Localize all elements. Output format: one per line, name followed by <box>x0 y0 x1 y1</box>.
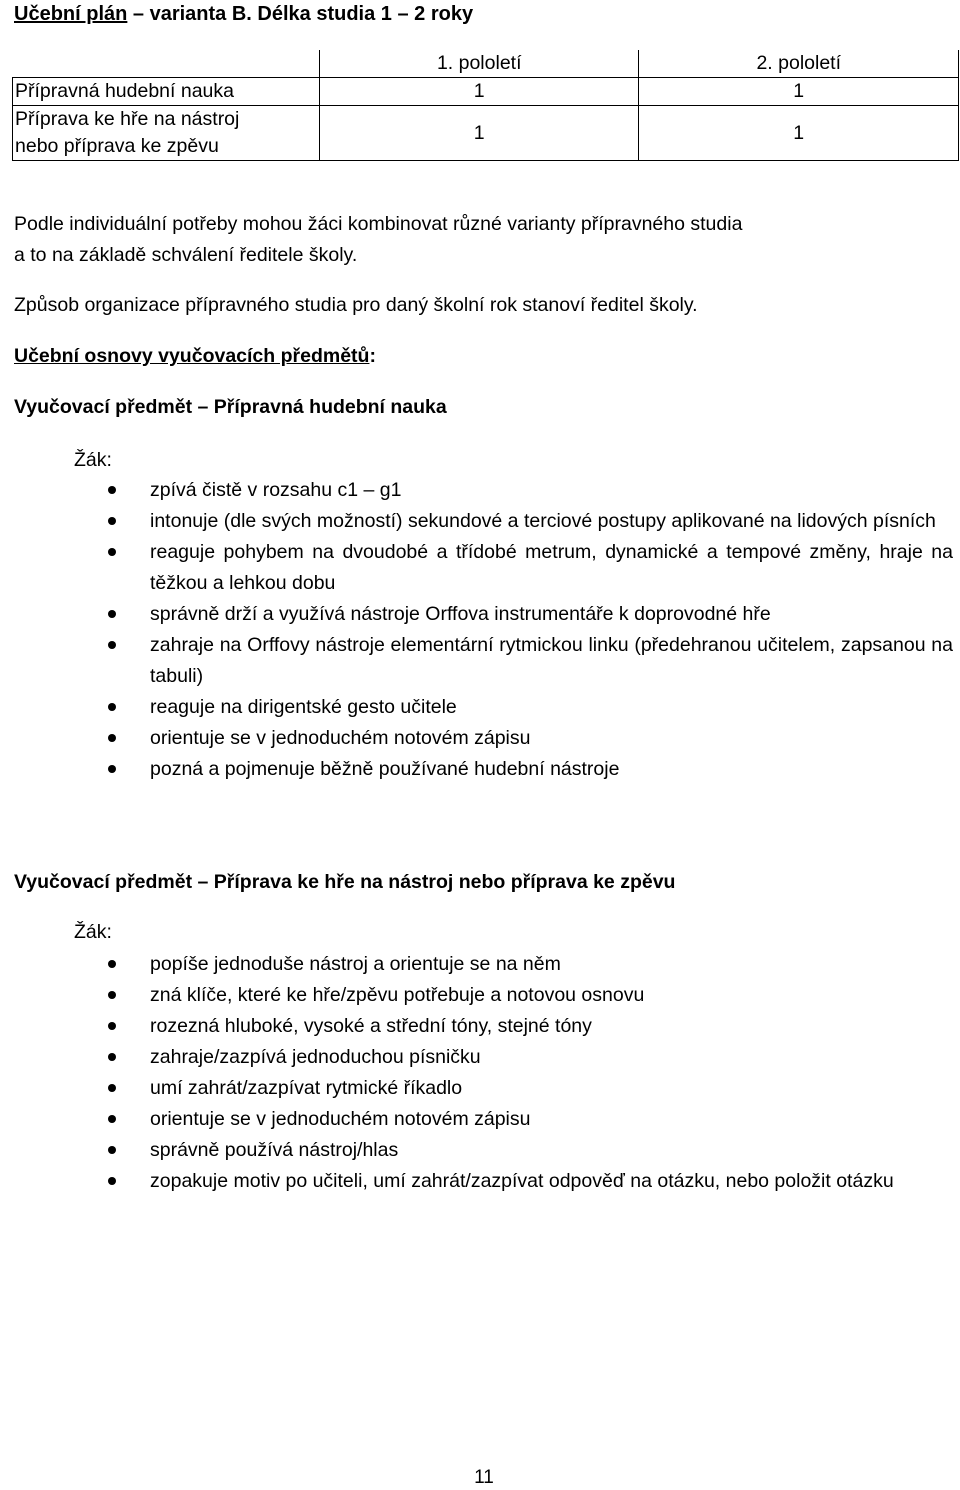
heading-variant-text: – varianta B. Délka studia 1 – 2 roky <box>127 3 474 25</box>
bullet-icon <box>108 517 116 525</box>
list-item-text: zahraje na Orffovy nástroje elementární rytmickou linku (předehranou učitelem, zapsanou na tabuli) <box>150 634 953 687</box>
list-item-text: reaguje pohybem na dvoudobé a třídobé metrum, dynamické a tempové změny, hraje na těžkou a lehkou dobu <box>150 541 953 594</box>
table-header-row <box>13 50 959 78</box>
table-cell-sem1: 1 <box>319 78 639 106</box>
list-item-text: správně používá nástroj/hlas <box>150 1139 399 1161</box>
list-item-text: zopakuje motiv po učiteli, umí zahrát/zazpívat odpověď na otázku, nebo položit otázku <box>150 1170 894 1192</box>
list-item-text: intonuje (dle svých možností) sekundové a terciové postupy aplikované na lidových písních <box>150 510 936 532</box>
list-item-text: reaguje na dirigentské gesto učitele <box>150 696 457 718</box>
paragraph-line: a to na základě schválení ředitele školy. <box>14 244 358 266</box>
bullet-icon <box>108 1022 116 1030</box>
study-plan-table <box>12 50 959 161</box>
list-item <box>105 630 953 692</box>
bullet-icon <box>108 1177 116 1185</box>
curriculum-heading-colon: : <box>369 345 376 367</box>
table-cell-subject <box>13 78 320 106</box>
list-item <box>105 980 953 1011</box>
bullet-icon <box>108 960 116 968</box>
bullet-icon <box>108 765 116 773</box>
list-item-text: pozná a pojmenuje běžně používané hudební nástroje <box>150 758 620 780</box>
list-item-text: zahraje/zazpívá jednoduchou písničku <box>150 1046 481 1068</box>
bullet-icon <box>108 1146 116 1154</box>
list-item <box>105 723 953 754</box>
list-item-text: popíše jednoduše nástroj a orientuje se na něm <box>150 953 561 975</box>
list-item <box>105 506 953 537</box>
page-number: 11 <box>474 1467 494 1488</box>
table-cell-sem1: 1 <box>319 106 639 161</box>
list-item <box>105 599 953 630</box>
list-item-text: správně drží a využívá nástroje Orffova instrumentáře k doprovodné hře <box>150 603 771 625</box>
list-item <box>105 475 953 506</box>
paragraph-line: Podle individuální potřeby mohou žáci kombinovat různé varianty přípravného studia <box>14 213 743 235</box>
list-item-text: orientuje se v jednoduchém notovém zápisu <box>150 1108 531 1130</box>
table-header-empty-cell <box>13 50 320 78</box>
study-plan-link[interactable]: Učební plán <box>14 3 128 25</box>
paragraph-individual-needs <box>14 209 742 271</box>
subject-name-line-1: Příprava ke hře na nástroj <box>15 108 240 130</box>
bullet-icon <box>108 991 116 999</box>
list-item-text: umí zahrát/zazpívat rytmické říkadlo <box>150 1077 463 1099</box>
bullet-icon <box>108 734 116 742</box>
list-item-text: orientuje se v jednoduchém notovém zápisu <box>150 727 531 749</box>
curriculum-heading <box>14 343 376 369</box>
list-item-text: rozezná hluboké, vysoké a střední tóny, stejné tóny <box>150 1015 592 1037</box>
list-item <box>105 1135 953 1166</box>
list-item <box>105 537 953 599</box>
paragraph-organization: Způsob organizace přípravného studia pro daný školní rok stanoví ředitel školy. <box>14 294 698 316</box>
subject1-outcomes-list <box>105 475 953 785</box>
bullet-icon <box>108 1084 116 1092</box>
list-item <box>105 949 953 980</box>
bullet-icon <box>108 1053 116 1061</box>
table-row <box>13 78 959 106</box>
list-item-text: zpívá čistě v rozsahu c1 – g1 <box>150 479 402 501</box>
table-header-semester-2: 2. pololetí <box>639 50 959 78</box>
list-item <box>105 1073 953 1104</box>
bullet-icon <box>108 641 116 649</box>
subject2-heading: Vyučovací předmět – Příprava ke hře na nástroj nebo příprava ke zpěvu <box>14 871 676 893</box>
subject2-pupil-label: Žák: <box>74 921 112 943</box>
list-item <box>105 1011 953 1042</box>
subject-name: Přípravná hudební nauka <box>15 80 234 102</box>
table-cell-sem2: 1 <box>639 106 959 161</box>
list-item <box>105 1042 953 1073</box>
bullet-icon <box>108 610 116 618</box>
bullet-icon <box>108 548 116 556</box>
curriculum-heading-text: Učební osnovy vyučovacích předmětů <box>14 345 370 367</box>
subject-name-line-2: nebo příprava ke zpěvu <box>15 135 219 157</box>
subject1-pupil-label: Žák: <box>74 449 112 471</box>
list-item <box>105 754 953 785</box>
list-item <box>105 1104 953 1135</box>
subject1-heading: Vyučovací předmět – Přípravná hudební nauka <box>14 396 447 418</box>
table-cell-sem2: 1 <box>639 78 959 106</box>
list-item <box>105 692 953 723</box>
bullet-icon <box>108 1115 116 1123</box>
bullet-icon <box>108 703 116 711</box>
table-header-semester-1: 1. pololetí <box>319 50 639 78</box>
list-item-text: zná klíče, které ke hře/zpěvu potřebuje a notovou osnovu <box>150 984 645 1006</box>
table-cell-subject <box>13 106 320 161</box>
bullet-icon <box>108 486 116 494</box>
list-item <box>105 1166 953 1197</box>
table-row <box>13 106 959 161</box>
subject2-outcomes-list <box>105 949 953 1197</box>
document-heading <box>14 1 473 27</box>
